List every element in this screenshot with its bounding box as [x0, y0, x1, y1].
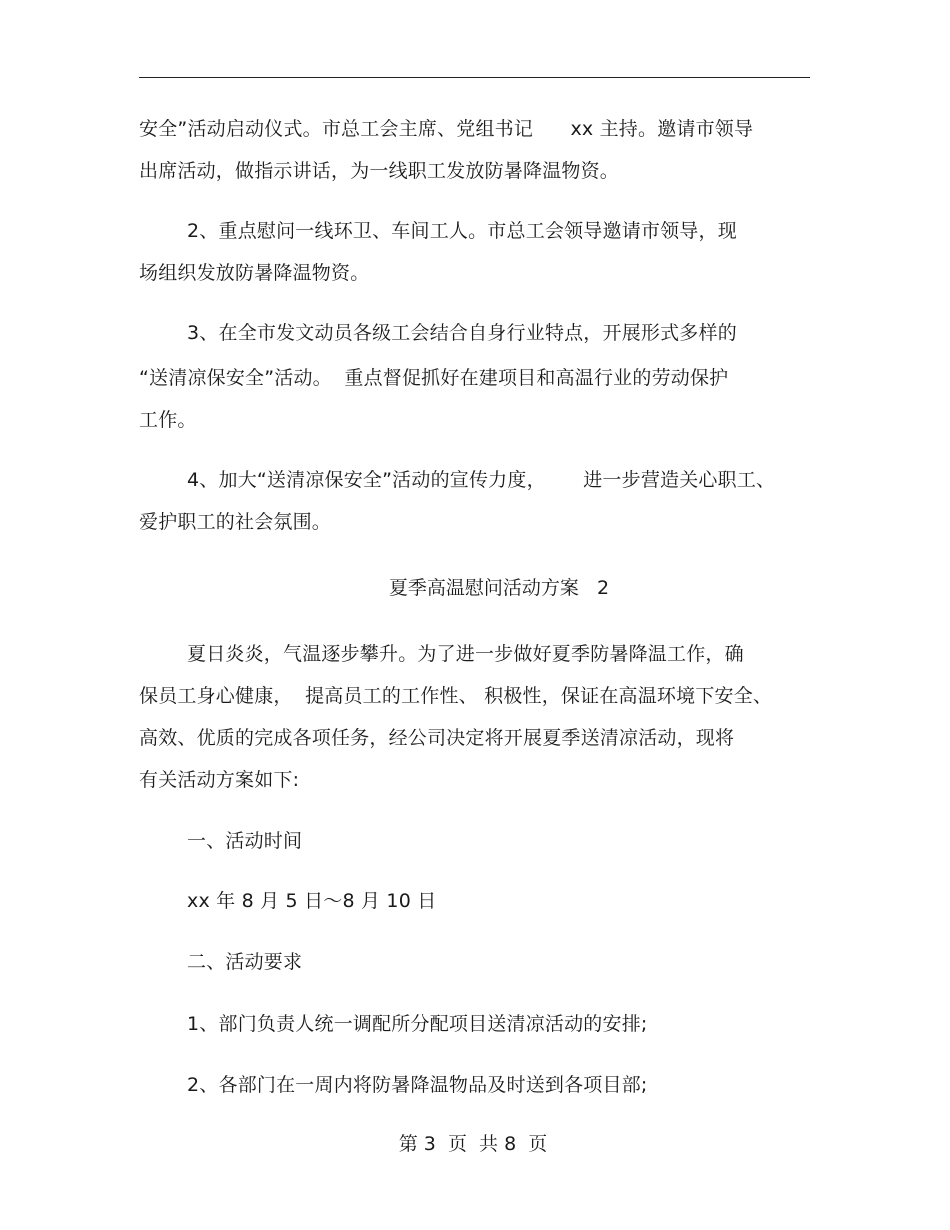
heading-activity-requirements: 二、活动要求	[187, 951, 303, 973]
paragraph-2-line-1: 2、重点慰问一线环卫、车间工人。市总工会领导邀请市领导，现	[187, 220, 737, 242]
paragraph-4-line-1: 4、加大“送清凉保安全”活动的宣传力度， 进一步营造关心职工、	[187, 469, 776, 491]
header-rule	[139, 77, 810, 78]
page-number-footer: 第 3 页 共 8 页	[398, 1133, 548, 1155]
requirement-item-1: 1、部门负责人统一调配所分配项目送清凉活动的安排;	[187, 1013, 648, 1035]
intro-line-3: 高效、优质的完成各项任务，经公司决定将开展夏季送清凉活动，现将	[139, 727, 735, 749]
activity-time-value: xx 年 8 月 5 日～8 月 10 日	[187, 890, 437, 912]
paragraph-1-line-1: 安全”活动启动仪式。市总工会主席、党组书记 xx 主持。邀请市领导	[139, 118, 754, 140]
paragraph-1-line-2: 出席活动，做指示讲话，为一线职工发放防暑降温物资。	[139, 160, 620, 182]
section-title: 夏季高温慰问活动方案 2	[388, 577, 610, 599]
heading-activity-time: 一、活动时间	[187, 830, 303, 852]
paragraph-3-line-2: “送清凉保安全”活动。 重点督促抓好在建项目和高温行业的劳动保护	[139, 367, 729, 389]
paragraph-3-line-1: 3、在全市发文动员各级工会结合自身行业特点，开展形式多样的	[187, 322, 737, 344]
requirement-item-2: 2、各部门在一周内将防暑降温物品及时送到各项目部;	[187, 1074, 648, 1096]
intro-line-1: 夏日炎炎，气温逐步攀升。为了进一步做好夏季防暑降温工作，确	[187, 643, 744, 665]
intro-line-4: 有关活动方案如下:	[139, 769, 300, 791]
intro-line-2: 保员工身心健康， 提高员工的工作性、 积极性，保证在高温环境下安全、	[139, 685, 773, 707]
paragraph-4-line-2: 爱护职工的社会氛围。	[139, 511, 332, 533]
paragraph-2-line-2: 场组织发放防暑降温物资。	[139, 262, 370, 284]
paragraph-3-line-3: 工作。	[139, 409, 197, 431]
